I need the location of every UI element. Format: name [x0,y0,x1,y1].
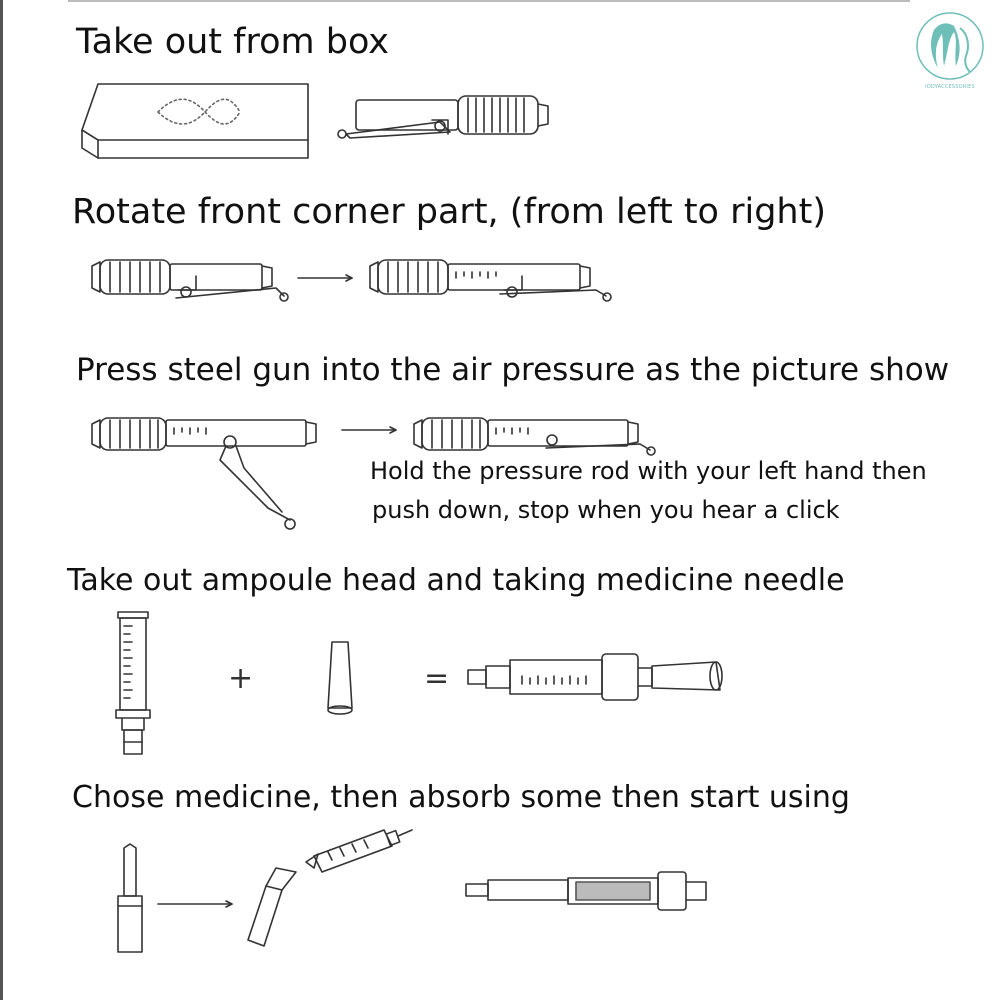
injector-pen-after-rotate [370,260,611,301]
medicine-vial [118,844,142,952]
injector-pen-lever-open [92,418,316,529]
ampoule-filled-ready [466,872,706,910]
injector-pen-closed-1 [338,96,548,138]
instruction-note-line-2: push down, stop when you hear a click [372,496,840,524]
step-1-title: Take out from box [76,22,390,62]
arrow-absorb [158,901,232,907]
step-5-title: Chose medicine, then absorb some then start using [72,780,850,815]
plus-sign: + [228,661,254,696]
arrow-press [342,427,396,433]
assembled-ampoule-with-head [468,654,722,700]
step-2-title: Rotate front corner part, (from left to right) [72,192,826,232]
needle-head-cap [328,642,352,714]
step-3-title: Press steel gun into the air pressure as the picture show [76,352,950,388]
logo-text: IODYACCESSORIES [925,84,975,90]
instruction-note-line-1: Hold the pressure rod with your left hand then [370,457,927,485]
gift-box-illustration [82,84,308,158]
injector-pen-lever-closed [414,418,655,455]
arrow-rotate [298,275,352,281]
ampoule-syringe [116,612,150,754]
ampoule-drawing-medicine [248,830,412,946]
injector-pen-before-rotate [92,260,288,301]
step-4-title: Take out ampoule head and taking medicine needle [67,563,845,598]
equals-sign: = [424,661,450,696]
